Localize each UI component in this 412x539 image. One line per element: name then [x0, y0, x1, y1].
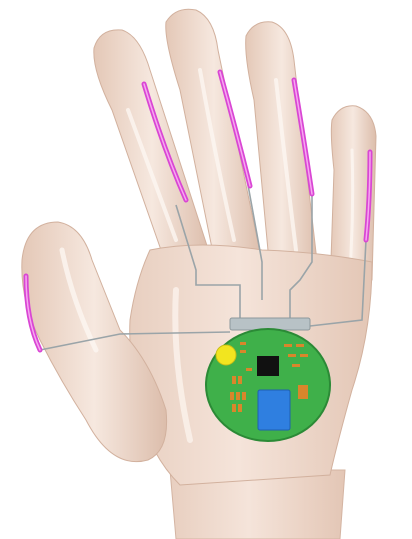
led-yellow [216, 345, 236, 365]
battery-module [258, 390, 290, 430]
microcontroller-chip [257, 356, 279, 376]
component-resistor [298, 385, 308, 399]
